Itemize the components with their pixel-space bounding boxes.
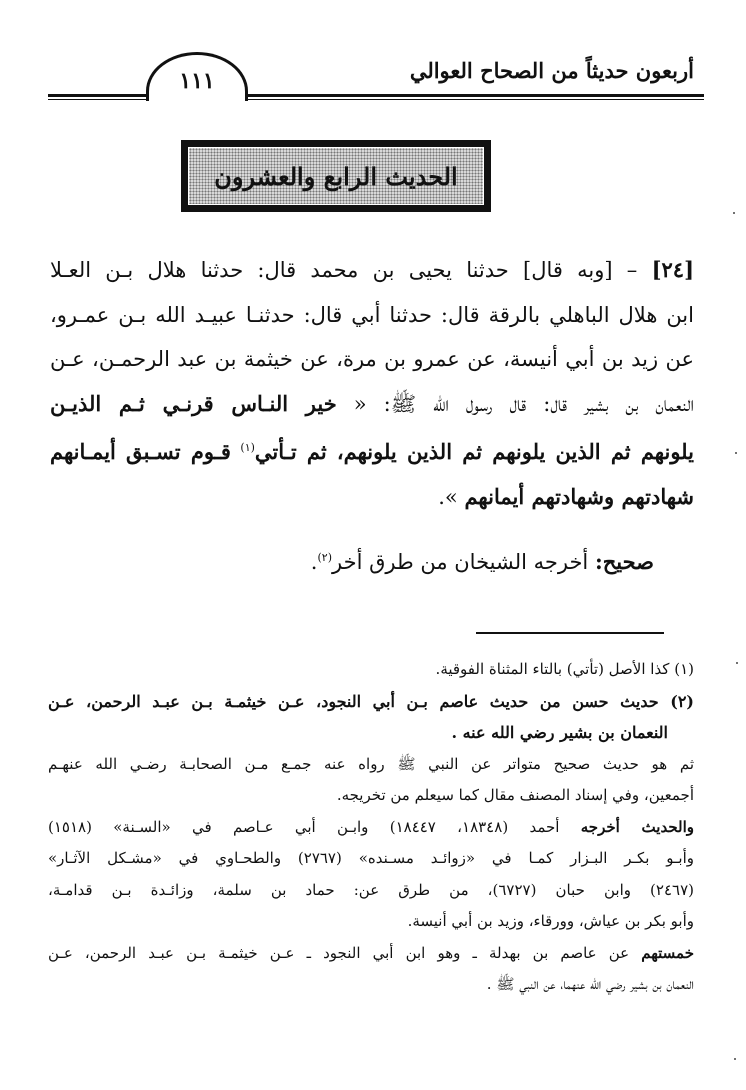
footnote-1: (١) كذا الأصل (تأتي) بالتاء المثناة الفوقية. <box>435 660 694 678</box>
grade-text: أخرجه الشيخان من طرق أخر <box>332 550 589 574</box>
page-number: ١١١ <box>179 68 215 94</box>
footnote-para-3-line-1 <box>48 812 694 844</box>
scan-speck <box>734 1058 736 1060</box>
footnote-separator <box>476 632 664 634</box>
matn-part-1: خير النـاس قرنـي ثـم الذيـن <box>50 390 337 416</box>
chapter-title-box <box>181 140 491 212</box>
footnote-ref-2[interactable]: (٢) <box>317 551 332 564</box>
footnote-para-4-line-2: النعمان بن بشير رضي الله عنهما، عن النبي ﷺ . <box>486 975 694 993</box>
footnote-para-4-line-1 <box>48 938 694 970</box>
footnote-para-3-line-1-text: أحمد (١٨٣٤٨، ١٨٤٤٧) وابـن أبي عـاصم في «السـنة» (١٥١٨) <box>48 817 560 836</box>
footnote-para-4-lead: خمستهم <box>641 943 694 962</box>
footnote-para-2-line-1: ثم هو حديث صحيح متواتر عن النبي ﷺ رواه عنه جمـع مـن الصحابـة رضـي الله عنهـم <box>48 754 694 773</box>
chapter-title: الحديث الرابع والعشرون <box>214 161 458 191</box>
matn-close: ». <box>438 484 458 509</box>
grade-label: صحيح: <box>594 549 654 574</box>
hadith-number: [٢٤] <box>651 257 694 282</box>
grade-line <box>311 549 654 574</box>
footnote-para-2-line-2: أجمعين، وفي إسناد المصنف مقال كما سيعلم من تخريجه. <box>336 786 694 804</box>
matn-part-4: شهادتهم وشهادتهم أيمانهم <box>464 483 694 509</box>
chapter-title-inner <box>188 147 484 205</box>
body-line-2: ابن هلال الباهلي بالرقة قال: حدثنا أبي قال: حدثنـا عبيـد الله بـن عمـرو، <box>50 302 694 327</box>
footnote-2-line-2: النعمان بن بشير رضي الله عنه . <box>451 723 668 742</box>
scan-speck <box>735 452 737 454</box>
footnote-para-3-line-4: وأبو بكر بن عياش، وورقاء، وزيد بن أبي أنيسة. <box>407 912 694 930</box>
footnote-ref-1[interactable]: (١) <box>240 441 255 454</box>
grade-end: . <box>310 550 318 574</box>
page-number-frame <box>146 52 248 101</box>
matn-part-2: يلونهم ثم الذين يلونهم ثم الذين يلونهم، ثم تـأتي <box>254 439 694 464</box>
body-line-6 <box>50 475 694 520</box>
body-line-1 <box>50 248 694 293</box>
hadith-body <box>50 248 694 519</box>
footnote-para-3-lead: والحديث أخرجه <box>580 817 694 836</box>
footnote-para-4-line-1-text: عن عاصم بن بهدلة ـ وهو ابن أبي النجود ـ عـن خيثمـة بـن عبـد الرحمن، عـن <box>48 943 630 962</box>
running-title: أربعون حديثاً من الصحاح العوالي <box>409 58 694 83</box>
body-line-1-text: – [وبه قال] حدثنا يحيى بن محمد قال: حدثنا هلال بـن العـلا <box>50 258 638 282</box>
isnad-end: النعمان بن بشير قال: قال رسول الله ﷺ: « <box>353 391 694 416</box>
footnote-para-3-line-2: وأبـو بكـر البـزار كمـا في «زوائـد مسـنده» (٢٧٦٧) والطحـاوي في «مشـكل الآثـار» <box>48 849 694 867</box>
body-line-5 <box>50 426 694 475</box>
footnotes <box>48 654 694 1001</box>
body-line-4 <box>50 382 694 427</box>
scan-speck <box>733 212 735 214</box>
matn-part-3: قـوم تسـبق أيمـانهم <box>50 439 231 464</box>
footnote-para-3-line-3: (٢٤٦٧) وابن حبان (٦٧٢٧)، من طرق عن: حماد بن سلمة، وزائـدة بـن قدامـة، <box>48 880 694 899</box>
footnote-2-line-1: (٢) حديث حسن من حديث عاصم بـن أبي النجود، عـن خيثمـة بـن عبـد الرحمن، عـن <box>48 691 694 711</box>
scan-speck <box>736 662 738 664</box>
body-line-3: عن زيد بن أبي أنيسة، عن عمرو بن مرة، عن خيثمة بن عبد الرحمـن، عـن <box>50 347 694 371</box>
